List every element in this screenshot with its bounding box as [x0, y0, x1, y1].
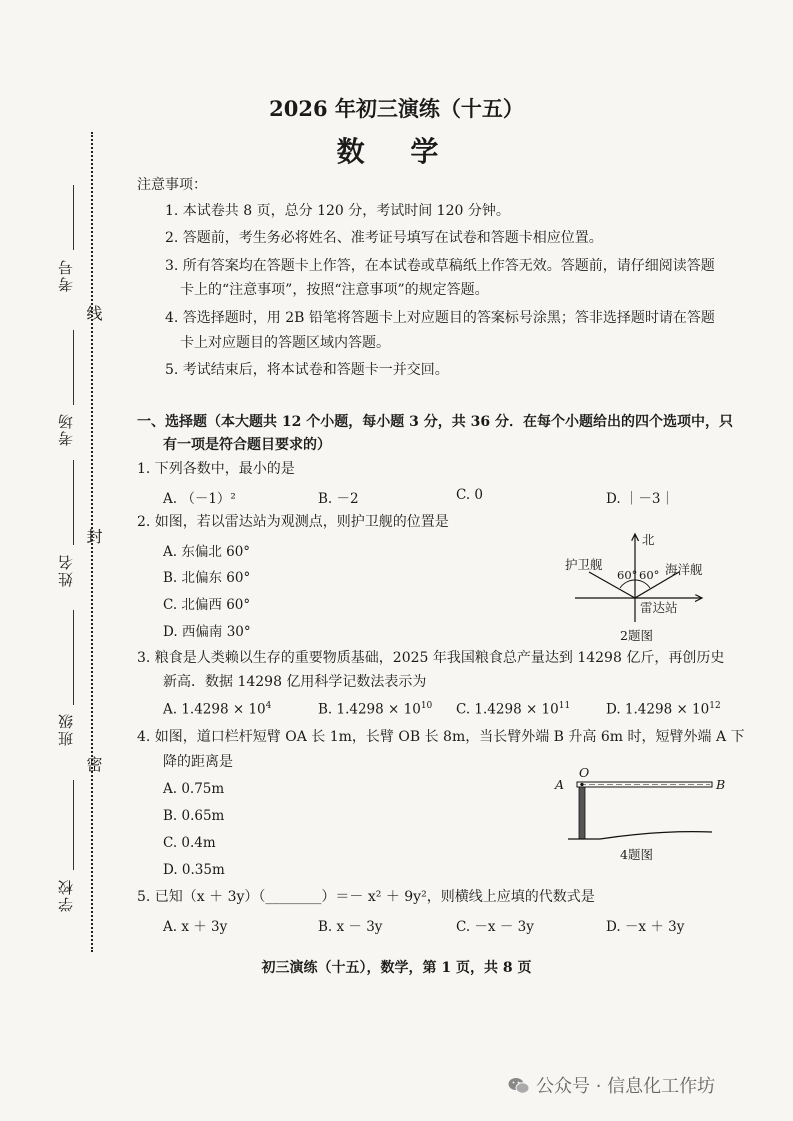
school-field[interactable] — [73, 780, 75, 870]
q1-option-d[interactable]: D. ｜－3｜ — [606, 491, 675, 507]
name-label: 姓名 — [57, 553, 75, 587]
escort-label: 护卫舰 — [565, 557, 603, 572]
q5-option-a[interactable]: A. x ＋ 3y — [163, 919, 228, 935]
class-label: 班级 — [57, 712, 75, 746]
q4-option-c[interactable]: C. 0.4m — [163, 835, 216, 851]
radar-label: 雷达站 — [640, 600, 678, 615]
q4-option-d[interactable]: D. 0.35m — [163, 862, 225, 878]
q2-option-d[interactable]: D. 西偏南 30° — [163, 624, 251, 640]
question-5-stem: 5. 已知（x ＋ 3y）（________）＝－ x² ＋ 9y²，则横线上应填的代数式是 — [137, 889, 595, 905]
section-heading-cont: 有一项是符合题目要求的） — [163, 437, 331, 453]
notice-item-3-cont: 卡上的“注意事项”，按照“注意事项”的规定答题。 — [180, 282, 489, 298]
notice-item-1: 1. 本试卷共 8 页，总分 120 分，考试时间 120 分钟。 — [165, 203, 510, 219]
point-b-label: B — [716, 777, 726, 792]
point-o-label: O — [579, 765, 590, 780]
q3-option-b[interactable] — [318, 701, 432, 718]
q1-option-c[interactable]: C. 0 — [456, 487, 484, 503]
subject-title: 数 学 — [336, 135, 457, 168]
angle-right-label: 60° — [639, 568, 660, 582]
seal-char-feng: 封 — [84, 528, 103, 544]
page-footer: 初三演练（十五），数学，第 1 页，共 8 页 — [261, 960, 532, 976]
q3-option-c[interactable] — [456, 701, 570, 718]
q3-option-b-base: B. 1.4298 × 10 — [318, 701, 421, 718]
pivot-point — [580, 783, 583, 786]
q4-option-a[interactable]: A. 0.75m — [163, 781, 225, 797]
q5-option-b[interactable]: B. x － 3y — [318, 919, 383, 935]
question-4-stem: 4. 如图，道口栏杆短臂 OA 长 1m，长臂 OB 长 8m，当长臂外端 B 升高 6m 时，短臂外端 A 下 — [137, 729, 745, 745]
q3-option-a-exp: 4 — [265, 701, 272, 711]
ground-line — [568, 832, 712, 839]
exam-no-label: 考号 — [57, 258, 75, 292]
q3-option-a[interactable] — [163, 701, 271, 718]
q4-option-b[interactable]: B. 0.65m — [163, 808, 225, 824]
exam-title: 2026 年初三演练（十五） — [269, 96, 524, 121]
seal-char-xian: 线 — [84, 305, 103, 321]
q3-option-a-base: A. 1.4298 × 10 — [163, 701, 266, 718]
school-label: 学校 — [57, 878, 75, 912]
exam-no-field[interactable] — [73, 185, 75, 250]
wechat-icon — [508, 1077, 530, 1095]
notice-item-4: 4. 答选择题时，用 2B 铅笔将答题卡上对应题目的答案标号涂黑；答非选择题时请在答题 — [165, 310, 715, 326]
q2-option-a[interactable]: A. 东偏北 60° — [163, 544, 251, 560]
q3-option-d[interactable] — [606, 701, 721, 718]
q3-option-d-base: D. 1.4298 × 10 — [606, 701, 710, 718]
question-4-stem-cont: 降的距离是 — [163, 754, 233, 770]
notice-item-2: 2. 答题前，考生务必将姓名、准考证号填写在试卷和答题卡相应位置。 — [165, 230, 603, 246]
exam-room-field[interactable] — [73, 330, 75, 405]
exam-room-label: 考场 — [57, 412, 75, 446]
q3-option-b-exp: 10 — [420, 701, 433, 711]
q3-option-c-exp: 11 — [558, 701, 571, 711]
angle-left-label: 60° — [617, 568, 638, 582]
railing-post — [579, 787, 585, 839]
class-field[interactable] — [73, 610, 75, 705]
q3-option-d-exp: 12 — [709, 701, 721, 711]
railing-figure — [560, 772, 720, 852]
watermark — [508, 1072, 715, 1098]
notice-item-3: 3. 所有答案均在答题卡上作答，在本试卷或草稿纸上作答无效。答题前，请仔细阅读答题 — [165, 258, 715, 274]
q5-option-d[interactable]: D. －x ＋ 3y — [606, 919, 685, 935]
question-2-stem: 2. 如图，若以雷达站为观测点，则护卫舰的位置是 — [137, 514, 449, 530]
q2-option-b[interactable]: B. 北偏东 60° — [163, 570, 251, 586]
q5-option-c[interactable]: C. －x － 3y — [456, 919, 534, 935]
name-field[interactable] — [73, 460, 75, 545]
notice-item-4-cont: 卡上对应题目的答题区域内答题。 — [180, 335, 390, 351]
section-heading: 一、选择题（本大题共 12 个小题，每小题 3 分，共 36 分．在每个小题给出的四个选项中，只 — [137, 414, 733, 430]
notice-item-5: 5. 考试结束后，将本试卷和答题卡一并交回。 — [165, 362, 449, 378]
north-label: 北 — [642, 532, 655, 547]
question-3-stem-cont: 新高．数据 14298 亿用科学记数法表示为 — [163, 674, 427, 690]
ocean-label: 海洋舰 — [665, 562, 703, 577]
notice-heading: 注意事项： — [137, 177, 207, 193]
figure-2-caption: 2题图 — [620, 628, 653, 643]
figure-4-caption: 4题图 — [620, 847, 653, 862]
q1-option-a[interactable]: A. （－1）² — [163, 491, 236, 507]
point-a-label: A — [555, 777, 565, 792]
q2-option-c[interactable]: C. 北偏西 60° — [163, 597, 251, 613]
seal-char-mi: 密 — [84, 756, 103, 772]
question-1-stem: 1. 下列各数中，最小的是 — [137, 461, 295, 477]
q3-option-c-base: C. 1.4298 × 10 — [456, 701, 559, 718]
question-3-stem: 3. 粮食是人类赖以生存的重要物质基础，2025 年我国粮食总产量达到 14298 亿斤，再创历史 — [137, 650, 725, 666]
q1-option-b[interactable]: B. －2 — [318, 491, 359, 507]
watermark-text: 公众号 · 信息化工作坊 — [536, 1076, 716, 1097]
